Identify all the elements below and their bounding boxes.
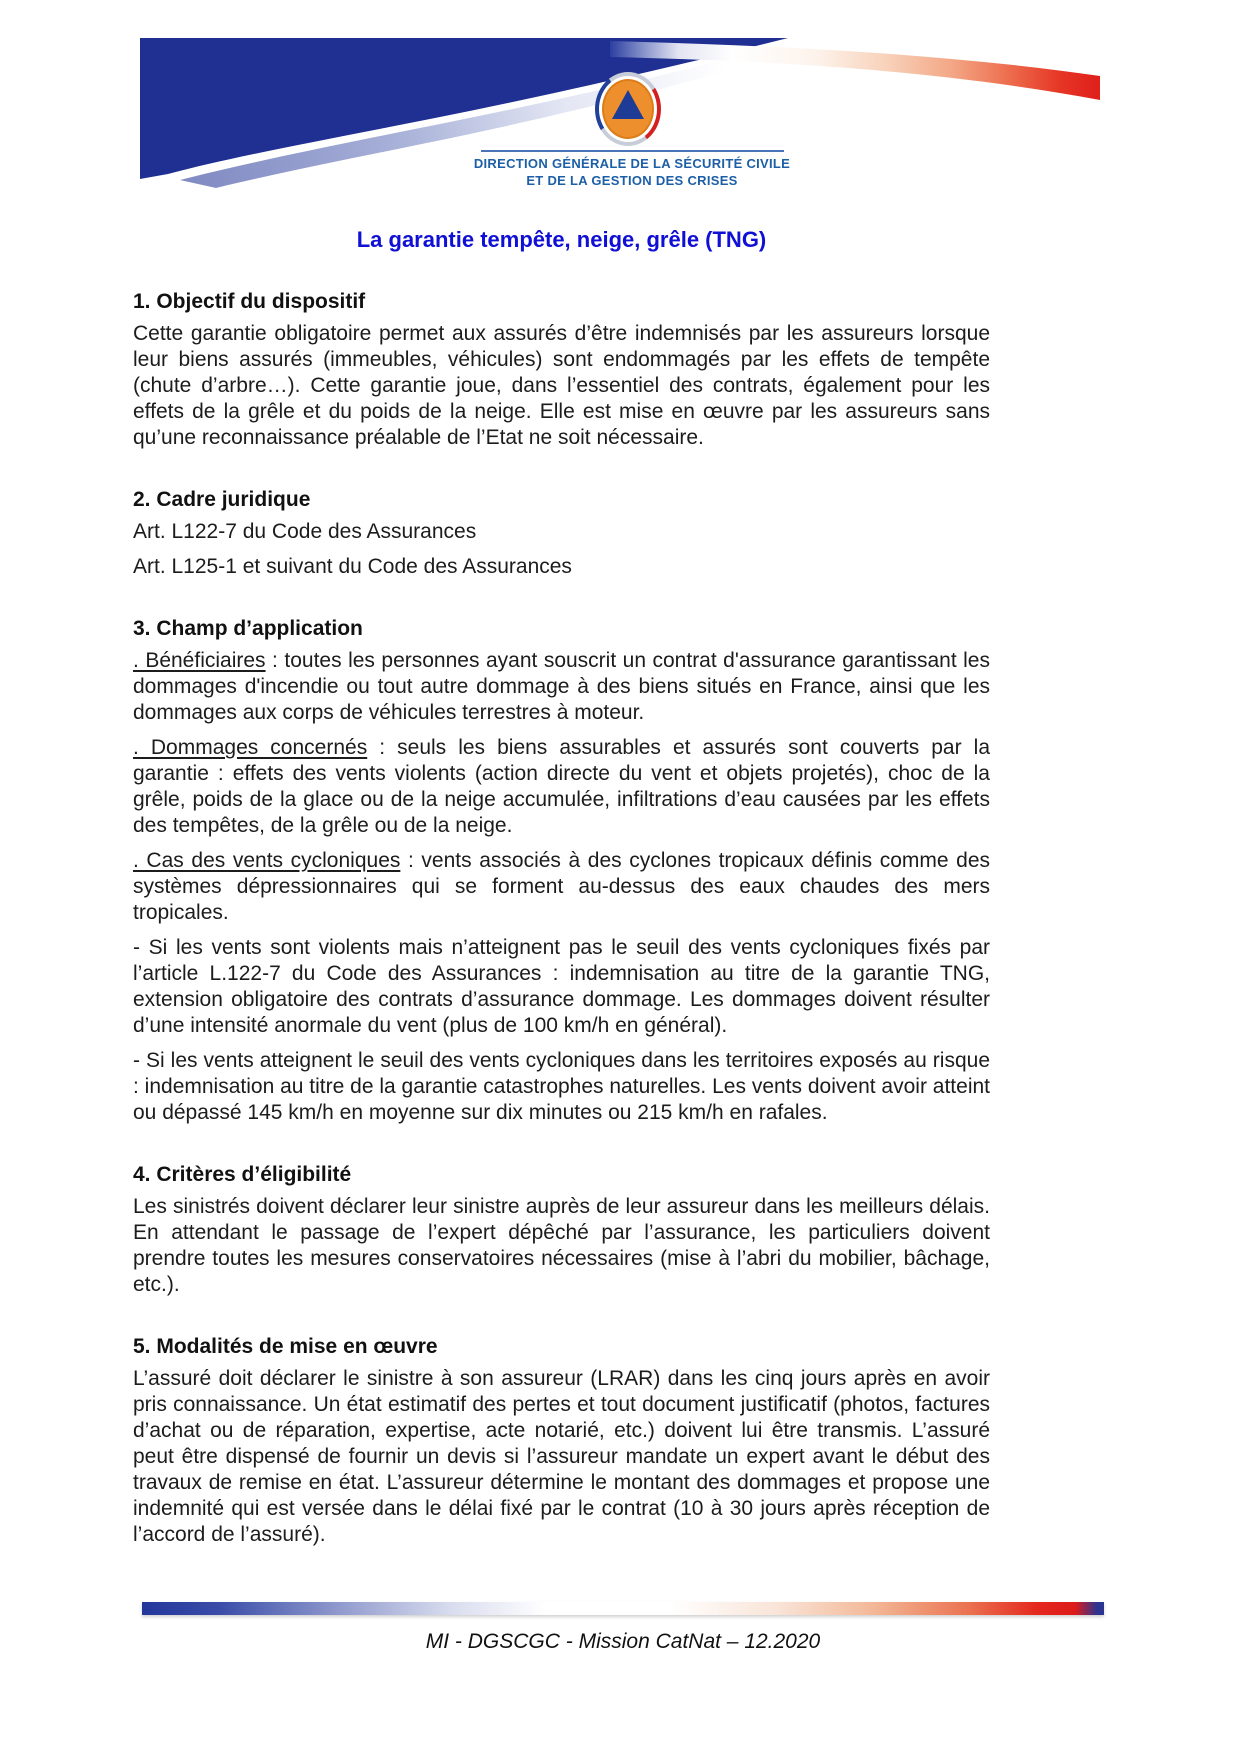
- paragraph-lead: . Bénéficiaires: [133, 649, 266, 672]
- paragraph-text: L’assuré doit déclarer le sinistre à son assureur (LRAR) dans les cinq jours après en avoir pris connaissance. Un état estimatif des pertes et tout document justificatif (photos, factures d’achat ou de réparation, expertise, acte notarié, etc.) doivent lui être transmis. L’assuré peut être dispensé de fournir un devis si l’assureur mandate un expert avant le début des travaux de remise en état. L’assureur détermine le montant des dommages et propose une indemnité qui est versée dans le délai fixé par le contrat (10 à 30 jours après réception de l’accord de l’assuré).: [133, 1367, 990, 1546]
- footer-gradient-bar: [142, 1602, 1104, 1615]
- paragraph-text: - Si les vents atteignent le seuil des vents cycloniques dans les territoires exposés au risque : indemnisation au titre de la garantie catastrophes naturelles. Les vents doivent avoir atteint ou dépassé 145 km/h en moyenne sur dix minutes ou 215 km/h en rafales.: [133, 1049, 990, 1124]
- section-heading: 5. Modalités de mise en œuvre: [133, 1335, 438, 1358]
- document-body: [133, 192, 990, 1557]
- paragraph-text: Art. L122-7 du Code des Assurances: [133, 520, 477, 543]
- paragraph: [133, 848, 990, 926]
- paragraph: [133, 321, 990, 451]
- logo-orange-disc: [602, 79, 654, 139]
- paragraph-sep: :: [400, 849, 422, 872]
- org-name-line1: DIRECTION GÉNÉRALE DE LA SÉCURITÉ CIVILE: [473, 156, 791, 171]
- section-heading: 3. Champ d’application: [133, 617, 363, 640]
- civil-protection-logo-icon: [595, 72, 661, 146]
- paragraph-text: vents associés à des cyclones tropicaux définis comme des systèmes dépressionnaires qui se forment au-dessus des eaux chaudes des mers tropicales.: [133, 849, 990, 924]
- paragraph: [133, 935, 990, 1039]
- paragraph: [133, 735, 990, 839]
- paragraph-text: seuls les biens assurables et assurés sont couverts par la garantie : effets des vents violents (action directe du vent et objets projetés), choc de la grêle, poids de la glace ou de la neige accumulée, infiltrations d’eau causées par les effets des tempêtes, de la grêle ou de la neige.: [133, 736, 991, 837]
- paragraph-text: Cette garantie obligatoire permet aux assurés d’être indemnisés par les assureurs lorsque leur biens assurés (immeubles, véhicules) sont endommagés par les effets de tempête (chute d’arbre…). Cette garantie joue, dans l’essentiel des contrats, également pour les effets de la grêle et du poids de la neige. Elle est mise en œuvre par les assureurs sans qu’une reconnaissance préalable de l’Etat ne soit nécessaire.: [133, 322, 990, 449]
- paragraph: [133, 554, 990, 580]
- paragraph-text: toutes les personnes ayant souscrit un contrat d'assurance garantissant les dommages d'incendie ou tout autre dommage à des biens situés en France, ainsi que les dommages aux corps de véhicules terrestres à moteur.: [133, 649, 990, 724]
- paragraph-text: - Si les vents sont violents mais n’atteignent pas le seuil des vents cycloniques fixés par l’article L.122-7 du Code des Assurances : indemnisation au titre de la garantie TNG, extension obligatoire des contrats d’assurance dommage. Les dommages doivent résulter d’une intensité anormale du vent (plus de 100 km/h en général).: [133, 936, 990, 1037]
- paragraph-sep: :: [265, 649, 285, 672]
- page-title: La garantie tempête, neige, grêle (TNG): [356, 227, 767, 252]
- org-divider-line: [481, 150, 784, 152]
- paragraph: [133, 648, 990, 726]
- logo-inner-ring: [599, 76, 657, 142]
- section-champ-application: [133, 616, 990, 1126]
- header-banner: [140, 38, 1100, 198]
- footer-text: MI - DGSCGC - Mission CatNat – 12.2020: [425, 1630, 821, 1653]
- paragraph-text: Art. L125-1 et suivant du Code des Assurances: [133, 555, 572, 578]
- paragraph: [133, 1048, 990, 1126]
- section-cadre-juridique: [133, 487, 990, 580]
- org-name-line2: ET DE LA GESTION DES CRISES: [526, 173, 738, 188]
- paragraph-lead: . Cas des vents cycloniques: [133, 849, 401, 872]
- section-objectif: [133, 289, 990, 451]
- section-heading: 4. Critères d’éligibilité: [133, 1163, 352, 1186]
- org-name: [432, 155, 832, 189]
- section-heading: 2. Cadre juridique: [133, 488, 311, 511]
- logo-triangle-icon: [612, 90, 644, 119]
- section-modalites: [133, 1334, 990, 1548]
- paragraph: [133, 519, 990, 545]
- paragraph-text: Les sinistrés doivent déclarer leur sinistre auprès de leur assureur dans les meilleurs délais. En attendant le passage de l’expert dépêché par l’assurance, les particuliers doivent prendre toutes les mesures conservatoires nécessaires (mise à l’abri du mobilier, bâchage, etc.).: [133, 1195, 990, 1296]
- section-criteres-eligibilite: [133, 1162, 990, 1298]
- paragraph: [133, 1366, 990, 1548]
- paragraph: [133, 1194, 990, 1298]
- section-heading: 1. Objectif du dispositif: [133, 290, 366, 313]
- paragraph-sep: :: [367, 736, 398, 759]
- paragraph-lead: . Dommages concernés: [133, 736, 368, 759]
